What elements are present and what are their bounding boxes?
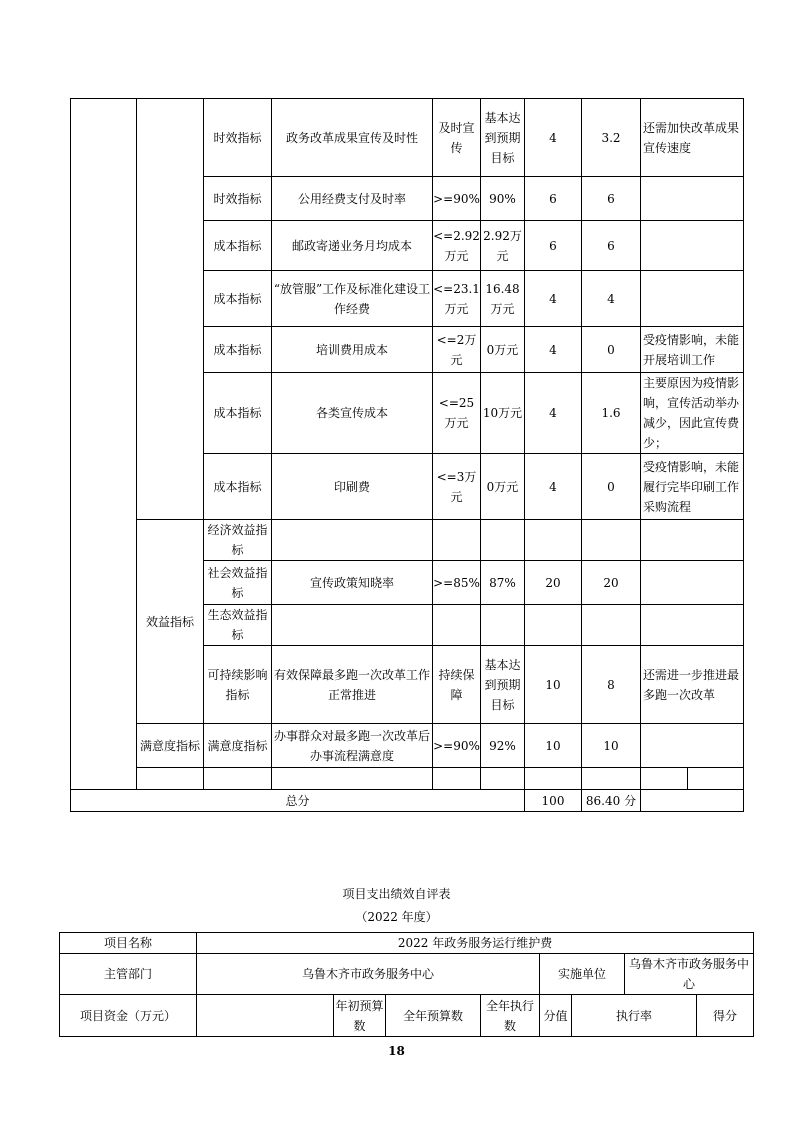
- actual-value: 0万元: [481, 454, 525, 520]
- target-value: <=2万元: [433, 327, 481, 373]
- blank-cell: [481, 768, 525, 790]
- score-value: [582, 520, 641, 561]
- header-weight: 分值: [540, 995, 572, 1037]
- dept-value: 乌鲁木齐市政务服务中心: [197, 954, 540, 995]
- score-value: 0: [582, 454, 641, 520]
- target-value: >=85%: [433, 561, 481, 605]
- indicator-kind: 生态效益指标: [204, 605, 272, 646]
- reason-text: [641, 561, 744, 605]
- table-row: [71, 99, 744, 177]
- weight-value: 6: [525, 221, 582, 271]
- satisfaction-group: 满意度指标: [137, 724, 204, 768]
- indicator-name: 培训费用成本: [272, 327, 433, 373]
- target-value: 及时宣传: [433, 99, 481, 177]
- blank-cell: [688, 768, 744, 790]
- header-exec-rate: 执行率: [572, 995, 697, 1037]
- reason-text: [641, 271, 744, 327]
- blank-cell: [641, 768, 688, 790]
- indicator-name: 有效保障最多跑一次改革工作正常推进: [272, 646, 433, 724]
- table-row: [71, 520, 744, 561]
- weight-value: 4: [525, 454, 582, 520]
- target-value: <=25万元: [433, 373, 481, 454]
- indicator-name: 宣传政策知晓率: [272, 561, 433, 605]
- weight-value: 4: [525, 99, 582, 177]
- score-value: [582, 605, 641, 646]
- score-value: 20: [582, 561, 641, 605]
- total-row: [71, 790, 744, 812]
- target-value: [433, 605, 481, 646]
- total-reason: [641, 790, 744, 812]
- header-initial-budget: 年初预算数: [334, 995, 386, 1037]
- indicator-kind: 成本指标: [204, 271, 272, 327]
- weight-value: 10: [525, 724, 582, 768]
- actual-value: 0万元: [481, 327, 525, 373]
- reason-text: [641, 520, 744, 561]
- indicator-kind: 时效指标: [204, 99, 272, 177]
- score-value: 4: [582, 271, 641, 327]
- impl-label: 实施单位: [540, 954, 625, 995]
- blank-cell: [272, 768, 433, 790]
- blank-cell: [204, 768, 272, 790]
- actual-value: [481, 520, 525, 561]
- indicator-name: [272, 520, 433, 561]
- indicator-kind: 可持续影响指标: [204, 646, 272, 724]
- page-number: 18: [388, 1044, 405, 1058]
- weight-value: 6: [525, 177, 582, 221]
- blank-cell: [525, 768, 582, 790]
- total-score: 86.40 分: [582, 790, 641, 812]
- target-value: <=3万元: [433, 454, 481, 520]
- reason-text: 还需加快改革成果宣传速度: [641, 99, 744, 177]
- actual-value: 87%: [481, 561, 525, 605]
- blank-row: [71, 768, 744, 790]
- weight-value: 4: [525, 373, 582, 454]
- actual-value: 基本达到预期目标: [481, 646, 525, 724]
- actual-value: 16.48万元: [481, 271, 525, 327]
- indicator-kind: 满意度指标: [204, 724, 272, 768]
- weight-value: [525, 605, 582, 646]
- form-title: 项目支出绩效自评表: [342, 887, 451, 901]
- score-value: 8: [582, 646, 641, 724]
- project-name-label: 项目名称: [60, 933, 197, 954]
- reason-text: [641, 724, 744, 768]
- target-value: >=90%: [433, 724, 481, 768]
- actual-value: 90%: [481, 177, 525, 221]
- target-value: 持续保障: [433, 646, 481, 724]
- funds-label: 项目资金（万元）: [60, 995, 197, 1037]
- self-evaluation-form: [59, 932, 754, 1037]
- funds-blank: [197, 995, 334, 1037]
- score-value: 0: [582, 327, 641, 373]
- actual-value: 2.92万元: [481, 221, 525, 271]
- indicator-name: 邮政寄递业务月均成本: [272, 221, 433, 271]
- actual-value: 基本达到预期目标: [481, 99, 525, 177]
- actual-value: [481, 605, 525, 646]
- actual-value: 10万元: [481, 373, 525, 454]
- weight-value: 4: [525, 271, 582, 327]
- total-label: 总分: [71, 790, 525, 812]
- indicator-name: [272, 605, 433, 646]
- project-name-value: 2022 年政务服务运行维护费: [197, 933, 754, 954]
- table-row: [71, 724, 744, 768]
- actual-value: 92%: [481, 724, 525, 768]
- target-value: >=90%: [433, 177, 481, 221]
- reason-text: [641, 177, 744, 221]
- indicator-name: 公用经费支付及时率: [272, 177, 433, 221]
- form-year: （2022 年度）: [355, 910, 438, 924]
- reason-text: [641, 605, 744, 646]
- reason-text: 受疫情影响，未能开展培训工作: [641, 327, 744, 373]
- score-value: 3.2: [582, 99, 641, 177]
- target-value: [433, 520, 481, 561]
- outer-blank: [71, 99, 137, 790]
- header-score: 得分: [697, 995, 754, 1037]
- indicator-kind: 成本指标: [204, 327, 272, 373]
- reason-text: 受疫情影响，未能履行完毕印刷工作采购流程: [641, 454, 744, 520]
- score-value: 10: [582, 724, 641, 768]
- reason-text: [641, 221, 744, 271]
- score-value: 6: [582, 221, 641, 271]
- blank-cell: [137, 768, 204, 790]
- indicator-kind: 成本指标: [204, 454, 272, 520]
- weight-value: 20: [525, 561, 582, 605]
- score-value: 1.6: [582, 373, 641, 454]
- output-blank: [137, 99, 204, 520]
- indicator-kind: 社会效益指标: [204, 561, 272, 605]
- indicator-kind: 成本指标: [204, 373, 272, 454]
- indicator-kind: 经济效益指标: [204, 520, 272, 561]
- indicator-name: “放管服”工作及标准化建设工作经费: [272, 271, 433, 327]
- score-value: 6: [582, 177, 641, 221]
- blank-cell: [582, 768, 641, 790]
- weight-value: 10: [525, 646, 582, 724]
- indicator-kind: 成本指标: [204, 221, 272, 271]
- reason-text: 主要原因为疫情影响，宣传活动举办减少，因此宣传费少；: [641, 373, 744, 454]
- total-weight: 100: [525, 790, 582, 812]
- benefit-group: 效益指标: [137, 520, 204, 724]
- indicator-name: 各类宣传成本: [272, 373, 433, 454]
- indicator-name: 办事群众对最多跑一次改革后办事流程满意度: [272, 724, 433, 768]
- impl-value: 乌鲁木齐市政务服务中心: [625, 954, 754, 995]
- reason-text: 还需进一步推进最多跑一次改革: [641, 646, 744, 724]
- blank-cell: [433, 768, 481, 790]
- performance-table: [70, 98, 744, 812]
- target-value: <=2.92万元: [433, 221, 481, 271]
- indicator-name: 印刷费: [272, 454, 433, 520]
- weight-value: [525, 520, 582, 561]
- target-value: <=23.1万元: [433, 271, 481, 327]
- header-annual-budget: 全年预算数: [386, 995, 481, 1037]
- header-annual-executed: 全年执行数: [481, 995, 540, 1037]
- indicator-name: 政务改革成果宣传及时性: [272, 99, 433, 177]
- indicator-kind: 时效指标: [204, 177, 272, 221]
- dept-label: 主管部门: [60, 954, 197, 995]
- weight-value: 4: [525, 327, 582, 373]
